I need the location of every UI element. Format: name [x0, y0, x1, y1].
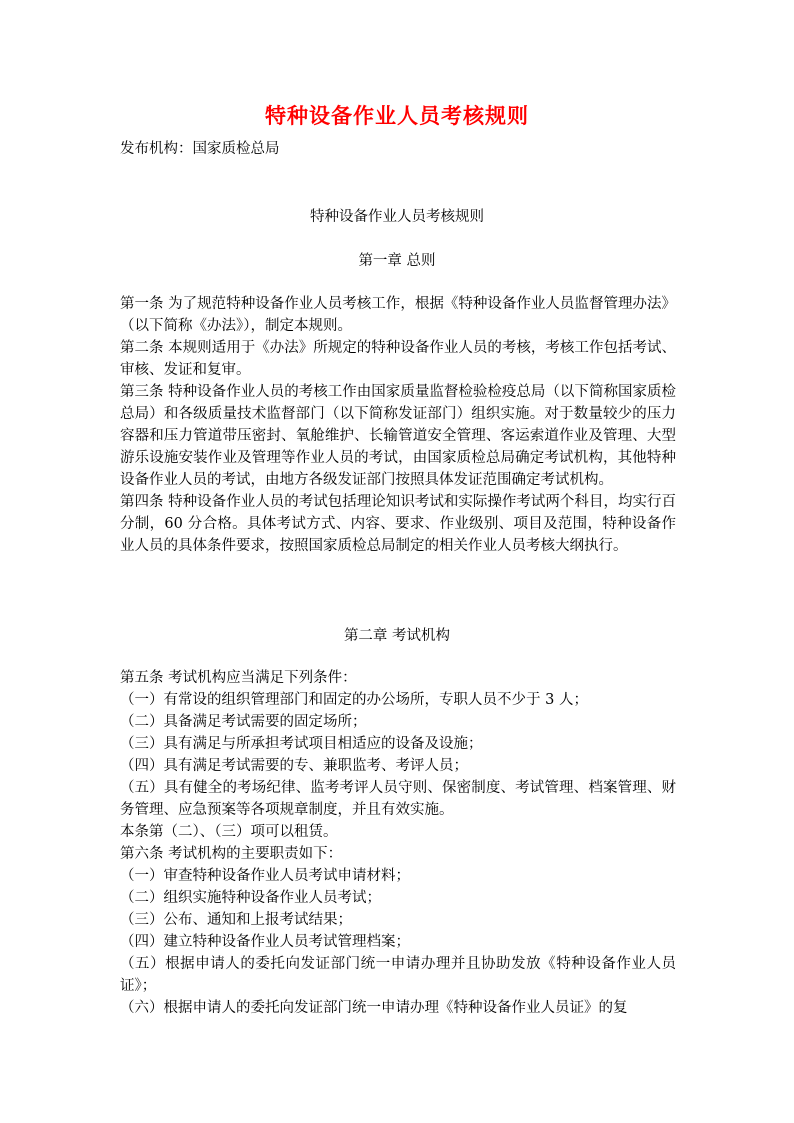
article-2: 第二条 本规则适用于《办法》所规定的特种设备作业人员的考核，考核工作包括考试、审核、发证和复审。: [120, 340, 676, 378]
article-5-item-1: （一）有常设的组织管理部门和固定的办公场所，专职人员不少于 3 人；: [120, 692, 588, 708]
article-5: 第五条 考试机构应当满足下列条件：: [120, 670, 357, 686]
article-6-item-4: （四）建立特种设备作业人员考试管理档案；: [120, 934, 410, 950]
article-6-item-1: （一）审查特种设备作业人员考试申请材料；: [120, 868, 410, 884]
document-title: 特种设备作业人员考核规则: [265, 103, 529, 128]
chapter-1-body: [120, 293, 676, 557]
article-5-item-3: （三）具有满足与所承担考试项目相适应的设备及设施；: [120, 736, 483, 752]
article-5-item-2: （二）具备满足考试需要的固定场所；: [120, 714, 367, 730]
article-6: 第六条 考试机构的主要职责如下：: [120, 846, 343, 862]
chapter-2-heading: 第二章 考试机构: [343, 628, 451, 644]
article-5-item-4: （四）具有满足考试需要的专、兼职监考、考评人员；: [120, 758, 468, 774]
article-6-item-3: （三）公布、通知和上报考试结果；: [120, 912, 352, 928]
article-6-item-5: （五）根据申请人的委托向发证部门统一申请办理并且协助发放《特种设备作业人员证》；: [120, 956, 676, 994]
article-6-item-6: （六）根据申请人的委托向发证部门统一申请办理《特种设备作业人员证》的复: [120, 1000, 628, 1016]
article-3: 第三条 特种设备作业人员的考核工作由国家质量监督检验检疫总局（以下简称国家质检总局）和各级质量技术监督部门（以下简称发证部门）组织实施。对于数量较少的压力容器和压力管道带压密封、氧舱维护、长输管道安全管理、客运索道作业及管理、大型游乐设施安装作业及管理等作业人员的考试，由国家质检总局确定考试机构，其他特种设备作业人员的考试，由地方各级发证部门按照具体发证范围确定考试机构。: [120, 384, 676, 488]
chapter-1-heading: 第一章 总则: [358, 253, 436, 269]
publisher-line: 发布机构：国家质检总局: [120, 141, 280, 157]
article-4: 第四条 特种设备作业人员的考试包括理论知识考试和实际操作考试两个科目，均实行百分制，60 分合格。具体考试方式、内容、要求、作业级别、项目及范围，特种设备作业人员的具体条件要求，按照国家质检总局制定的相关作业人员考核大纲执行。: [120, 494, 676, 554]
article-5-note: 本条第（二）、（三）项可以租赁。: [120, 824, 338, 840]
article-6-item-2: （二）组织实施特种设备作业人员考试；: [120, 890, 381, 906]
article-5-item-5: （五）具有健全的考场纪律、监考考评人员守则、保密制度、考试管理、档案管理、财务管理、应急预案等各项规章制度，并且有效实施。: [120, 780, 676, 818]
article-1: 第一条 为了规范特种设备作业人员考核工作，根据《特种设备作业人员监督管理办法》（以下简称《办法》），制定本规则。: [120, 296, 676, 334]
rules-subtitle: 特种设备作业人员考核规则: [310, 209, 484, 225]
chapter-2-body: [120, 667, 676, 1019]
